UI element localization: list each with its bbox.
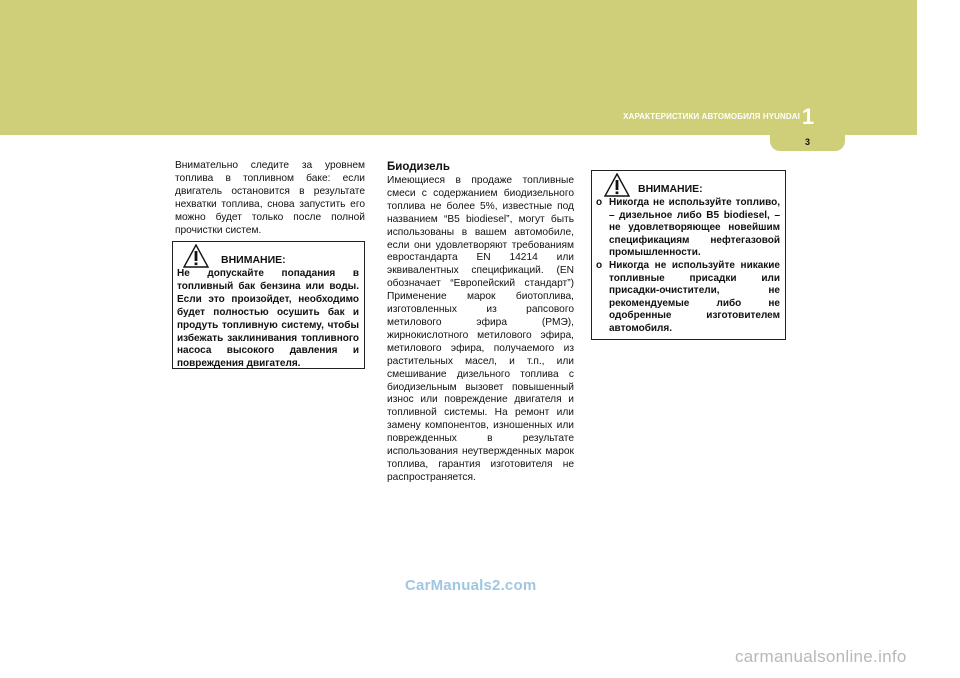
bullet-marker: o [596, 197, 603, 208]
warning-box-fuel-specs [591, 170, 786, 340]
warning-label: ВНИМАНИЕ: [638, 183, 703, 195]
watermark-carmanualsonline: carmanualsonline.info [735, 647, 907, 666]
fuel-level-paragraph: Внимательно следите за уровнем топлива в топливном баке: если двигатель остановится в результате нехватки топлива, снова запустить его можно будет только после полной прочистки систем. [175, 160, 365, 236]
warning-triangle-icon [604, 173, 630, 197]
section-title: Биодизель [387, 161, 450, 173]
warning-triangle-icon [183, 244, 209, 268]
warning-box-fuel-contamination [172, 241, 365, 369]
warning-header [177, 248, 359, 268]
warning-bullet [596, 260, 780, 336]
warning-header [596, 177, 780, 197]
warning-text: Не допускайте попадания в топливный бак бензина или воды. Если это произойдет, необходимо будет полностью осушить бак и продуть топливную систему, чтобы избежать заклинивания топливного насоса высокого давления и повреждения двигателя. [177, 268, 359, 370]
watermark-carmanuals2: CarManuals2.com [405, 577, 537, 594]
warning-bullet [596, 197, 780, 260]
biodiesel-paragraph: Имеющиеся в продаже топливные смеси с содержанием биодизельного топлива не более 5%, известные под названием “B5 biodiesel”, могут быть использованы в вашем автомобиле, если они удовлетворяют требованиям евростандарта EN 14214 или эквивалентных спецификаций. (EN обозначает “Европейский стандарт”) Применение марок биотоплива, изготовленных из рапсового метилового эфира (РМЭ), жирнокислотного метилового эфира, метилового эфира, получаемого из растительных масел, и т.п., или смешивание дизельного топлива с биодизельным вызовет повышенный износ или повреждение двигателя и топливной системы. На ремонт или замену компонентов, изношенных или поврежденных в результате использования неутвержденных марок топлива, гарантия изготовителя не распространяется. [387, 175, 574, 483]
warning-label: ВНИМАНИЕ: [221, 254, 286, 266]
page-number: 3 [804, 137, 810, 147]
biodiesel-section [387, 160, 574, 485]
bullet-marker: o [596, 259, 603, 271]
bullet-text: Никогда не используйте топливо, – дизельное либо B5 biodiesel, – не удовлетворяющее новейшим спецификациям нефтегазовой промышленности. [609, 197, 780, 259]
chapter-title: ХАРАКТЕРИСТИКИ АВТОМОБИЛЯ HYUNDAI [623, 112, 800, 121]
bullet-text: Никогда не используйте никакие топливные присадки или присадки-очистители, не рекомендуемые либо не одобренные изготовителем автомобиля. [609, 259, 780, 334]
chapter-number: 1 [801, 104, 815, 129]
warning-bullet-list [596, 197, 780, 336]
